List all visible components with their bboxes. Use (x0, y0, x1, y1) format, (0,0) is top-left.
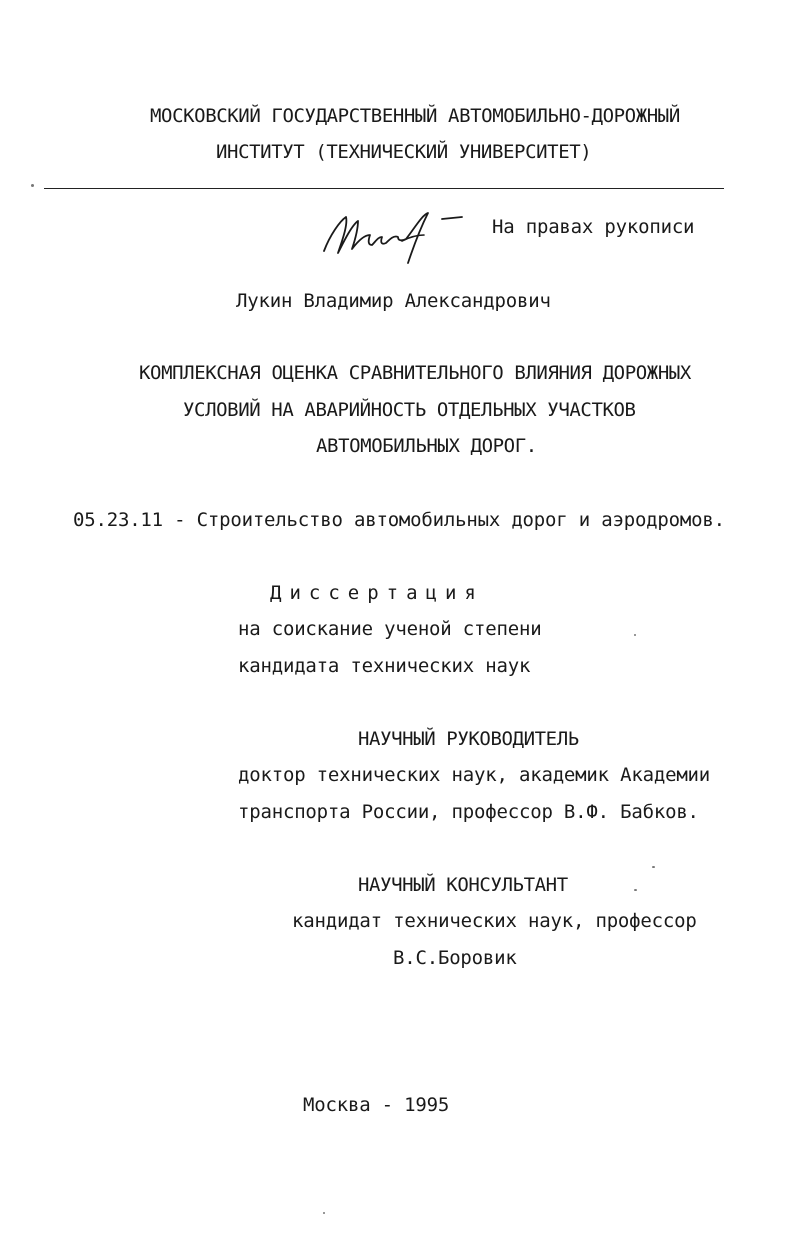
consultant-line-2: В.С.Боровик (393, 947, 517, 969)
specialty-code: 05.23.11 - Строительство автомобильных дорог и аэродромов. (73, 509, 725, 531)
scan-speck (634, 634, 636, 636)
city-year: Москва - 1995 (303, 1094, 450, 1116)
supervisor-line-2: транспорта России, профессор В.Ф. Бабков. (238, 801, 699, 823)
scan-speck (31, 184, 34, 187)
title-line-1: КОМПЛЕКСНАЯ ОЦЕНКА СРАВНИТЕЛЬНОГО ВЛИЯНИЯ ДОРОЖНЫХ (139, 362, 691, 384)
dissertation-line-2: кандидата технических наук (238, 655, 531, 677)
author-signature (318, 205, 468, 267)
scan-speck (634, 889, 637, 891)
author-name: Лукин Владимир Александрович (236, 290, 551, 312)
institution-line-2: ИНСТИТУТ (ТЕХНИЧЕСКИЙ УНИВЕРСИТЕТ) (216, 141, 592, 163)
supervisor-line-1: доктор технических наук, академик Академии (238, 764, 711, 786)
scan-speck (652, 866, 655, 868)
dissertation-heading: Диссертация (270, 582, 484, 604)
manuscript-note: На правах рукописи (492, 216, 695, 238)
supervisor-heading: НАУЧНЫЙ РУКОВОДИТЕЛЬ (358, 728, 579, 750)
institution-line-1: МОСКОВСКИЙ ГОСУДАРСТВЕННЫЙ АВТОМОБИЛЬНО-ДОРОЖНЫЙ (150, 105, 680, 127)
title-line-2: УСЛОВИЙ НА АВАРИЙНОСТЬ ОТДЕЛЬНЫХ УЧАСТКОВ (183, 399, 636, 421)
header-divider (44, 188, 724, 189)
scan-speck (323, 1212, 325, 1214)
consultant-heading: НАУЧНЫЙ КОНСУЛЬТАНТ (358, 874, 568, 896)
title-line-3: АВТОМОБИЛЬНЫХ ДОРОГ. (316, 435, 537, 457)
consultant-line-1: кандидат технических наук, профессор (292, 910, 697, 932)
dissertation-line-1: на соискание ученой степени (238, 618, 542, 640)
